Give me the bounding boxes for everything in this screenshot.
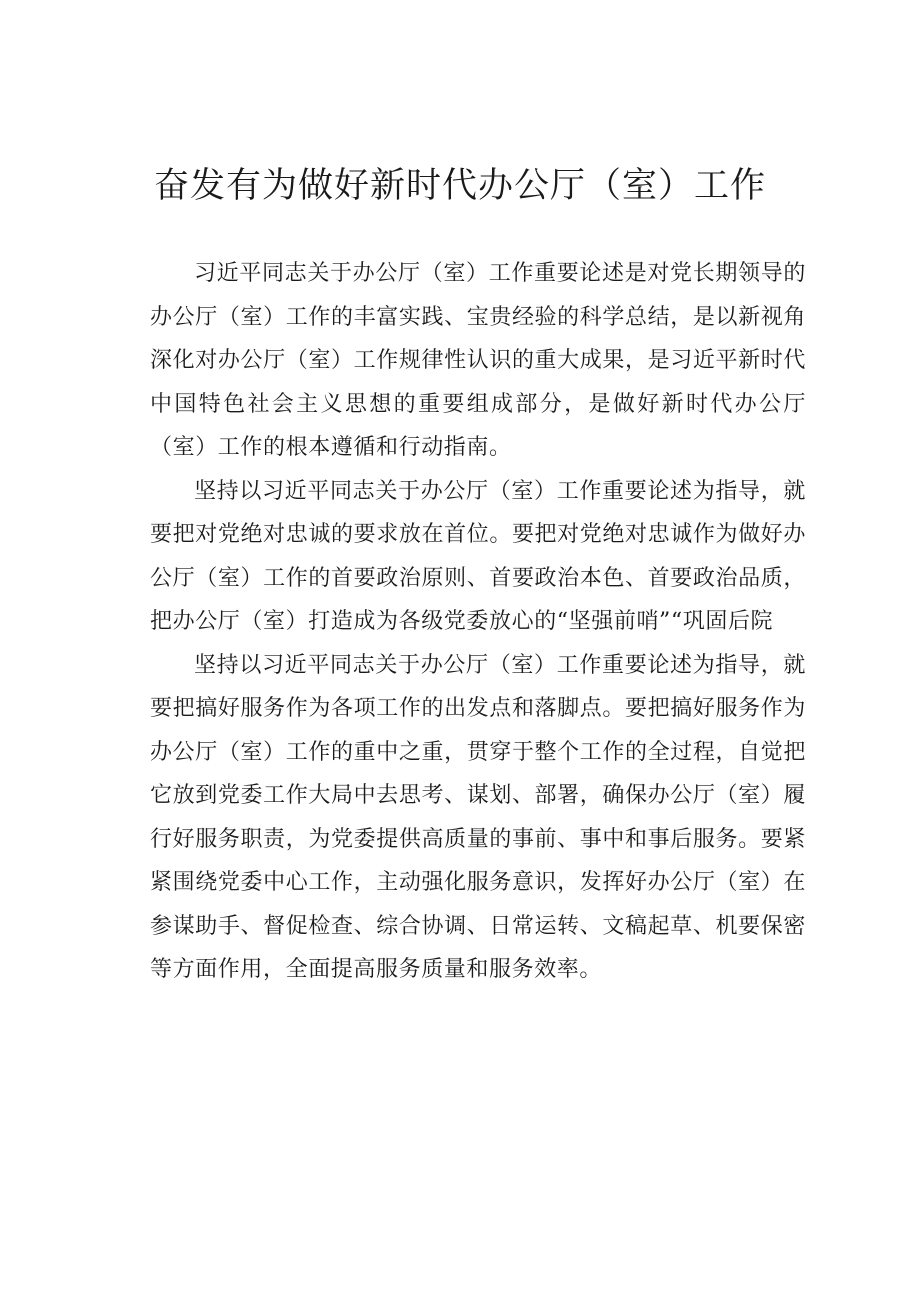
paragraph-3: 坚持以习近平同志关于办公厅（室）工作重要论述为指导，就要把搞好服务作为各项工作的出发点和落脚点。要把搞好服务作为办公厅（室）工作的重中之重，贯穿于整个工作的全过程，自觉把它放到党委工作大局中去思考、谋划、部署，确保办公厅（室）履行好服务职责，为党委提供高质量的事前、事中和事后服务。要紧紧围绕党委中心工作，主动强化服务意识，发挥好办公厅（室）在参谋助手、督促检查、综合协调、日常运转、文稿起草、机要保密等方面作用，全面提高服务质量和服务效率。 [150,652,806,982]
paragraph-2: 坚持以习近平同志关于办公厅（室）工作重要论述为指导，就要把对党绝对忠诚的要求放在首位。要把对党绝对忠诚作为做好办公厅（室）工作的首要政治原则、首要政治本色、首要政治品质，把办公厅（室）打造成为各级党委放心的“坚强前哨”“巩固后院 [150,478,806,634]
document-body [150,252,806,992]
paragraph-1: 习近平同志关于办公厅（室）工作重要论述是对党长期领导的办公厅（室）工作的丰富实践、宝贵经验的科学总结，是以新视角深化对办公厅（室）工作规律性认识的重大成果，是习近平新时代中国特色社会主义思想的重要组成部分，是做好新时代办公厅（室）工作的根本遵循和行动指南。 [150,261,806,460]
document-title: 奋发有为做好新时代办公厅（室）工作 [153,166,766,206]
